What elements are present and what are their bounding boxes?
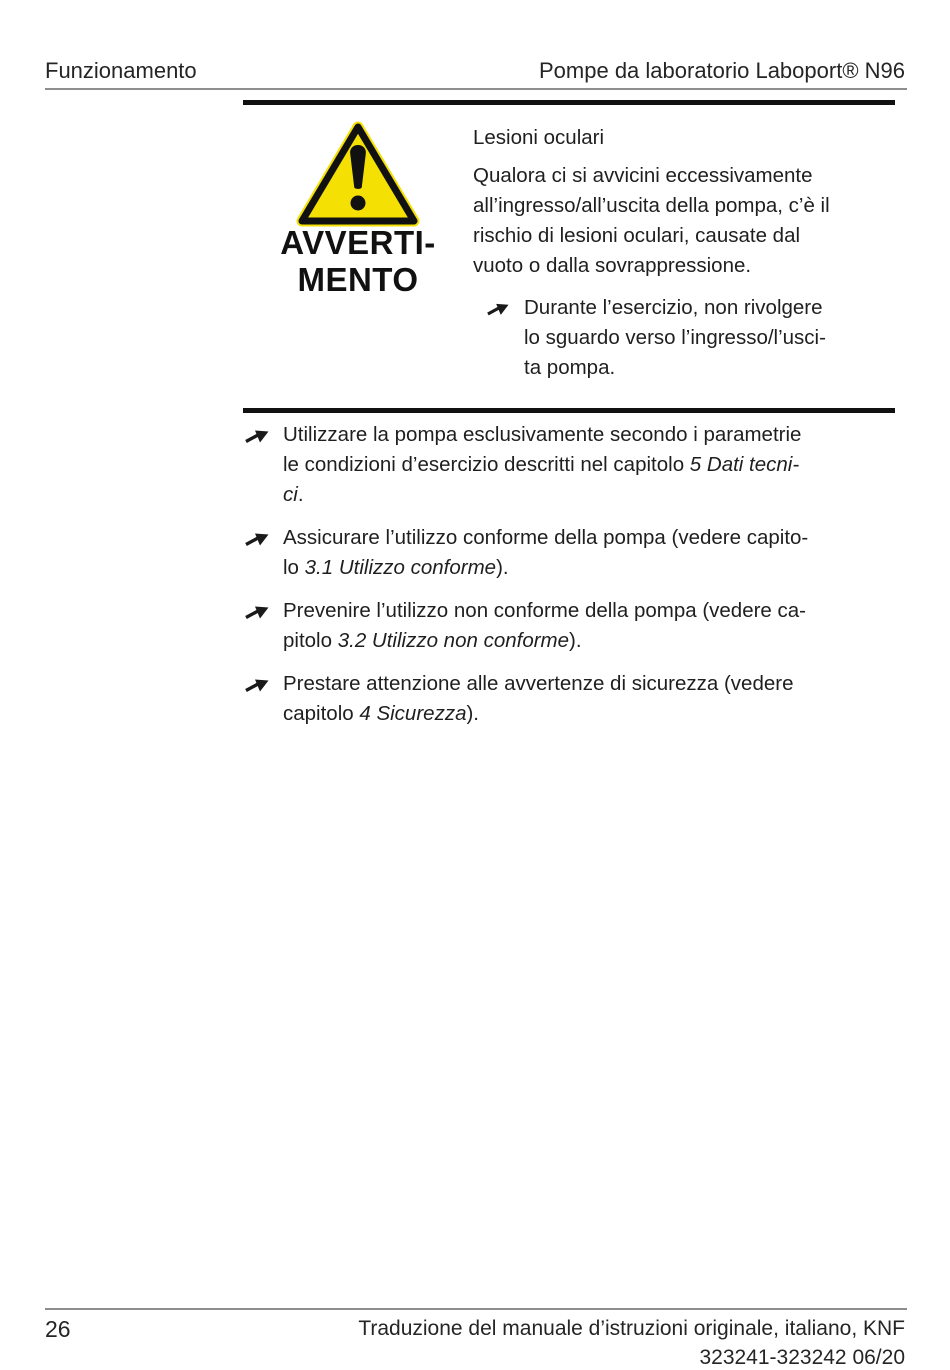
bullet-line: Assicurare l’utilizzo conforme della pompa (vedere capito- [283,526,809,549]
warning-signal-word [243,224,473,298]
warning-action-line: ta pompa. [524,356,616,379]
warning-action-line: lo sguardo verso l’ingresso/l’usci- [524,326,826,349]
bullet-line: Prevenire l’utilizzo non conforme della pompa (vedere ca- [283,599,807,622]
bullet-line: capitolo 4 Sicurezza). [283,702,479,725]
warning-triangle-icon [296,121,420,227]
arrow-right-icon [243,420,271,510]
warning-box-top-rule [243,100,895,105]
instruction-bullet [243,523,903,583]
warning-paragraph-line: all’ingresso/all’uscita della pompa, c’è il [473,194,830,217]
footer-document-number: 323241-323242 06/20 [699,1346,905,1369]
arrow-right-icon [243,596,271,656]
page-header [45,58,905,84]
header-section-title: Funzionamento [45,58,197,83]
arrow-right-icon [243,523,271,583]
warning-box-bottom-rule [243,408,895,413]
warning-paragraph-line: Qualora ci si avvicini eccessivamente [473,164,813,187]
bullet-line: lo 3.1 Utilizzo conforme). [283,556,509,579]
bullet-line: Utilizzare la pompa esclusivamente secondo i parametrie [283,423,802,446]
instruction-list [243,420,903,742]
instruction-bullet [243,669,903,729]
warning-action-line: Durante l’esercizio, non rivolgere [524,296,823,319]
arrow-right-icon [243,669,271,729]
header-product-title: Pompe da laboratorio Laboport® N96 [539,58,905,83]
footer-rule [45,1308,907,1310]
instruction-bullet [243,420,903,510]
warning-signal-word-line1: AVVERTI- [280,224,436,261]
arrow-right-icon [486,293,510,383]
warning-text-column [473,125,893,383]
instruction-bullet-text [283,523,808,583]
instruction-bullet-text [283,669,794,729]
bullet-line: pitolo 3.2 Utilizzo non conforme). [283,629,582,652]
instruction-bullet [243,596,903,656]
bullet-line: ci. [283,483,304,506]
footer-translation-note: Traduzione del manuale d’istruzioni originale, italiano, KNF [358,1317,905,1340]
warning-title: Lesioni oculari [473,126,605,149]
bullet-line: Prestare attenzione alle avvertenze di sicurezza (vedere [283,672,794,695]
warning-action-bullet [486,293,893,383]
instruction-bullet-text [283,596,806,656]
page-number: 26 [45,1316,71,1342]
instruction-bullet-text [283,420,801,510]
header-rule [45,88,907,90]
footer-text [358,1314,905,1370]
bullet-line: le condizioni d’esercizio descritti nel capitolo 5 Dati tecni- [283,453,800,476]
warning-signal-word-line2: MENTO [297,261,419,298]
warning-paragraph-line: rischio di lesioni oculari, causate dal [473,224,801,247]
warning-paragraph [473,161,893,281]
warning-action-text [524,293,826,383]
warning-paragraph-line: vuoto o dalla sovrappressione. [473,254,752,277]
